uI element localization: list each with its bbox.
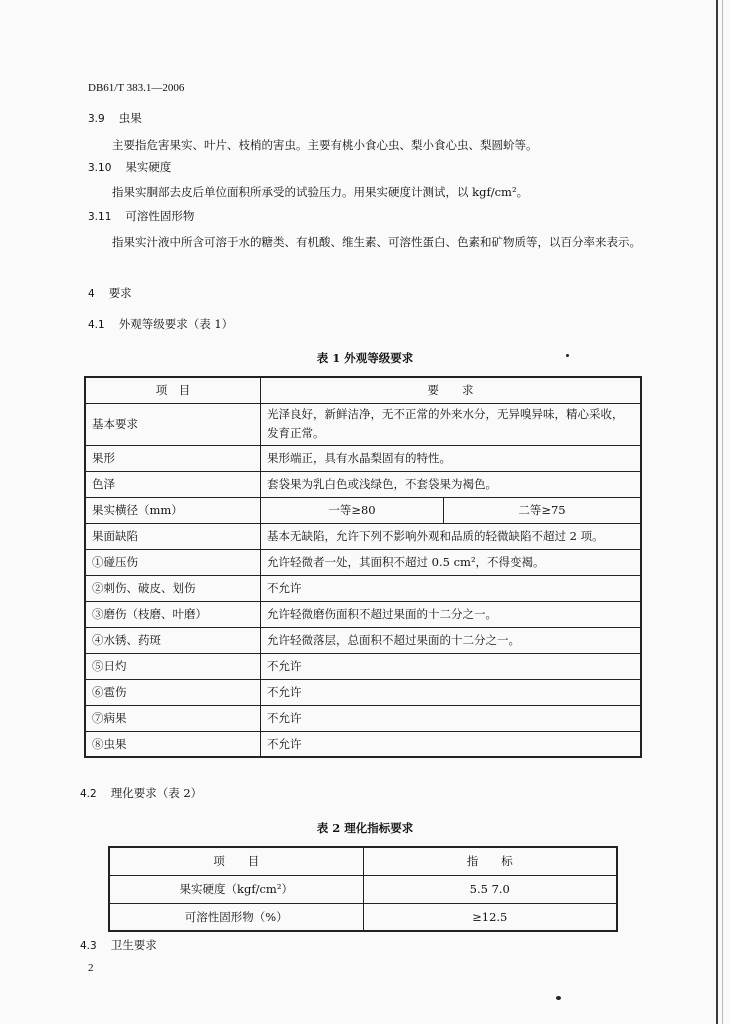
table-2-physicochemical — [108, 846, 618, 932]
row-requirement: 不允许 — [261, 731, 642, 757]
section-4-heading — [88, 285, 132, 301]
section-3-9-text: 主要指危害果实、叶片、枝梢的害虫。主要有桃小食心虫、梨小食心虫、梨圆蚧等。 — [112, 138, 538, 152]
section-4-1-heading — [88, 316, 233, 332]
header-cell-index: 指 标 — [363, 847, 617, 875]
table-row — [85, 653, 641, 679]
row-item: ④水锈、药斑 — [85, 627, 261, 653]
row-grade-2: 二等≥75 — [444, 497, 642, 523]
table-1-caption: 表 1 外观等级要求 — [316, 351, 414, 365]
row-item: ①碰压伤 — [85, 549, 261, 575]
table-row — [85, 523, 641, 549]
section-4-2-heading — [80, 785, 202, 801]
section-title: 外观等级要求（表 1） — [118, 317, 234, 331]
row-requirement: 允许轻微落层，总面积不超过果面的十二分之一。 — [261, 627, 642, 653]
table-row — [85, 705, 641, 731]
section-number: 4.2 — [80, 788, 97, 800]
table-header-row — [85, 377, 641, 403]
table-row — [85, 403, 641, 445]
row-item: 果实硬度（kgf/cm²） — [109, 875, 363, 903]
page-number: 2 — [88, 962, 94, 974]
section-title: 理化要求（表 2） — [110, 786, 203, 800]
table-row — [85, 445, 641, 471]
page-edge-shadow — [722, 0, 723, 1024]
table-row — [85, 627, 641, 653]
table-row — [85, 575, 641, 601]
section-number: 3.11 — [88, 211, 112, 223]
section-title: 可溶性固形物 — [125, 209, 195, 223]
row-item: 果面缺陷 — [85, 523, 261, 549]
section-3-10-heading — [88, 159, 171, 175]
row-item: 果形 — [85, 445, 261, 471]
section-number: 4.1 — [88, 319, 105, 331]
row-requirement: 光泽良好，新鲜洁净，无不正常的外来水分，无异嗅异味，精心采收，发育正常。 — [261, 403, 642, 445]
row-item: ③磨伤（枝磨、叶磨） — [85, 601, 261, 627]
section-title: 虫果 — [118, 111, 142, 125]
section-3-9-heading — [88, 110, 142, 126]
row-item: 果实横径（mm） — [85, 497, 261, 523]
table-row — [85, 601, 641, 627]
header-cell-item: 项 目 — [85, 377, 261, 403]
document-id: DB61/T 383.1—2006 — [88, 82, 185, 94]
row-requirement: 基本无缺陷，允许下列不影响外观和品质的轻微缺陷不超过 2 项。 — [261, 523, 642, 549]
table-row — [109, 875, 617, 903]
row-value: ≥12.5 — [363, 903, 617, 931]
row-value: 5.5 7.0 — [363, 875, 617, 903]
table-row — [85, 731, 641, 757]
section-number: 3.9 — [88, 113, 105, 125]
row-item: ⑥雹伤 — [85, 679, 261, 705]
table-row — [85, 679, 641, 705]
row-requirement: 不允许 — [261, 575, 642, 601]
scan-speck — [556, 996, 561, 1000]
row-requirement: 不允许 — [261, 679, 642, 705]
row-requirement: 允许轻微磨伤面积不超过果面的十二分之一。 — [261, 601, 642, 627]
scan-speck — [566, 354, 569, 357]
row-item: ⑦病果 — [85, 705, 261, 731]
table-row — [85, 497, 641, 523]
table-row — [109, 903, 617, 931]
row-item: ⑤日灼 — [85, 653, 261, 679]
section-3-10-text: 指果实胴部去皮后单位面积所承受的试验压力。用果实硬度计测试，以 kgf/cm²。 — [112, 185, 529, 199]
row-requirement: 套袋果为乳白色或浅绿色，不套袋果为褐色。 — [261, 471, 642, 497]
row-requirement: 不允许 — [261, 653, 642, 679]
row-grade-1: 一等≥80 — [261, 497, 444, 523]
table-2-caption: 表 2 理化指标要求 — [316, 821, 414, 835]
section-3-11-heading — [88, 208, 194, 224]
page-edge-line — [716, 0, 718, 1024]
table-row — [85, 471, 641, 497]
header-cell-requirement: 要 求 — [261, 377, 642, 403]
section-3-11-text: 指果实汁液中所含可溶于水的糖类、有机酸、维生素、可溶性蛋白、色素和矿物质等，以百分率来表示。 — [112, 235, 641, 249]
row-item: ⑧虫果 — [85, 731, 261, 757]
row-item: ②刺伤、破皮、划伤 — [85, 575, 261, 601]
section-4-3-heading — [80, 937, 157, 953]
row-item: 色泽 — [85, 471, 261, 497]
section-number: 3.10 — [88, 162, 112, 174]
table-1-appearance — [84, 376, 642, 758]
section-title: 卫生要求 — [110, 938, 157, 952]
header-cell-item: 项 目 — [109, 847, 363, 875]
section-number: 4 — [88, 288, 95, 300]
section-title: 果实硬度 — [125, 160, 172, 174]
table-row — [85, 549, 641, 575]
row-item: 基本要求 — [85, 403, 261, 445]
section-number: 4.3 — [80, 940, 97, 952]
row-requirement: 允许轻微者一处，其面积不超过 0.5 cm²，不得变褐。 — [261, 549, 642, 575]
section-title: 要求 — [108, 286, 132, 300]
table-header-row — [109, 847, 617, 875]
row-item: 可溶性固形物（%） — [109, 903, 363, 931]
row-requirement: 不允许 — [261, 705, 642, 731]
row-requirement: 果形端正，具有水晶梨固有的特性。 — [261, 445, 642, 471]
